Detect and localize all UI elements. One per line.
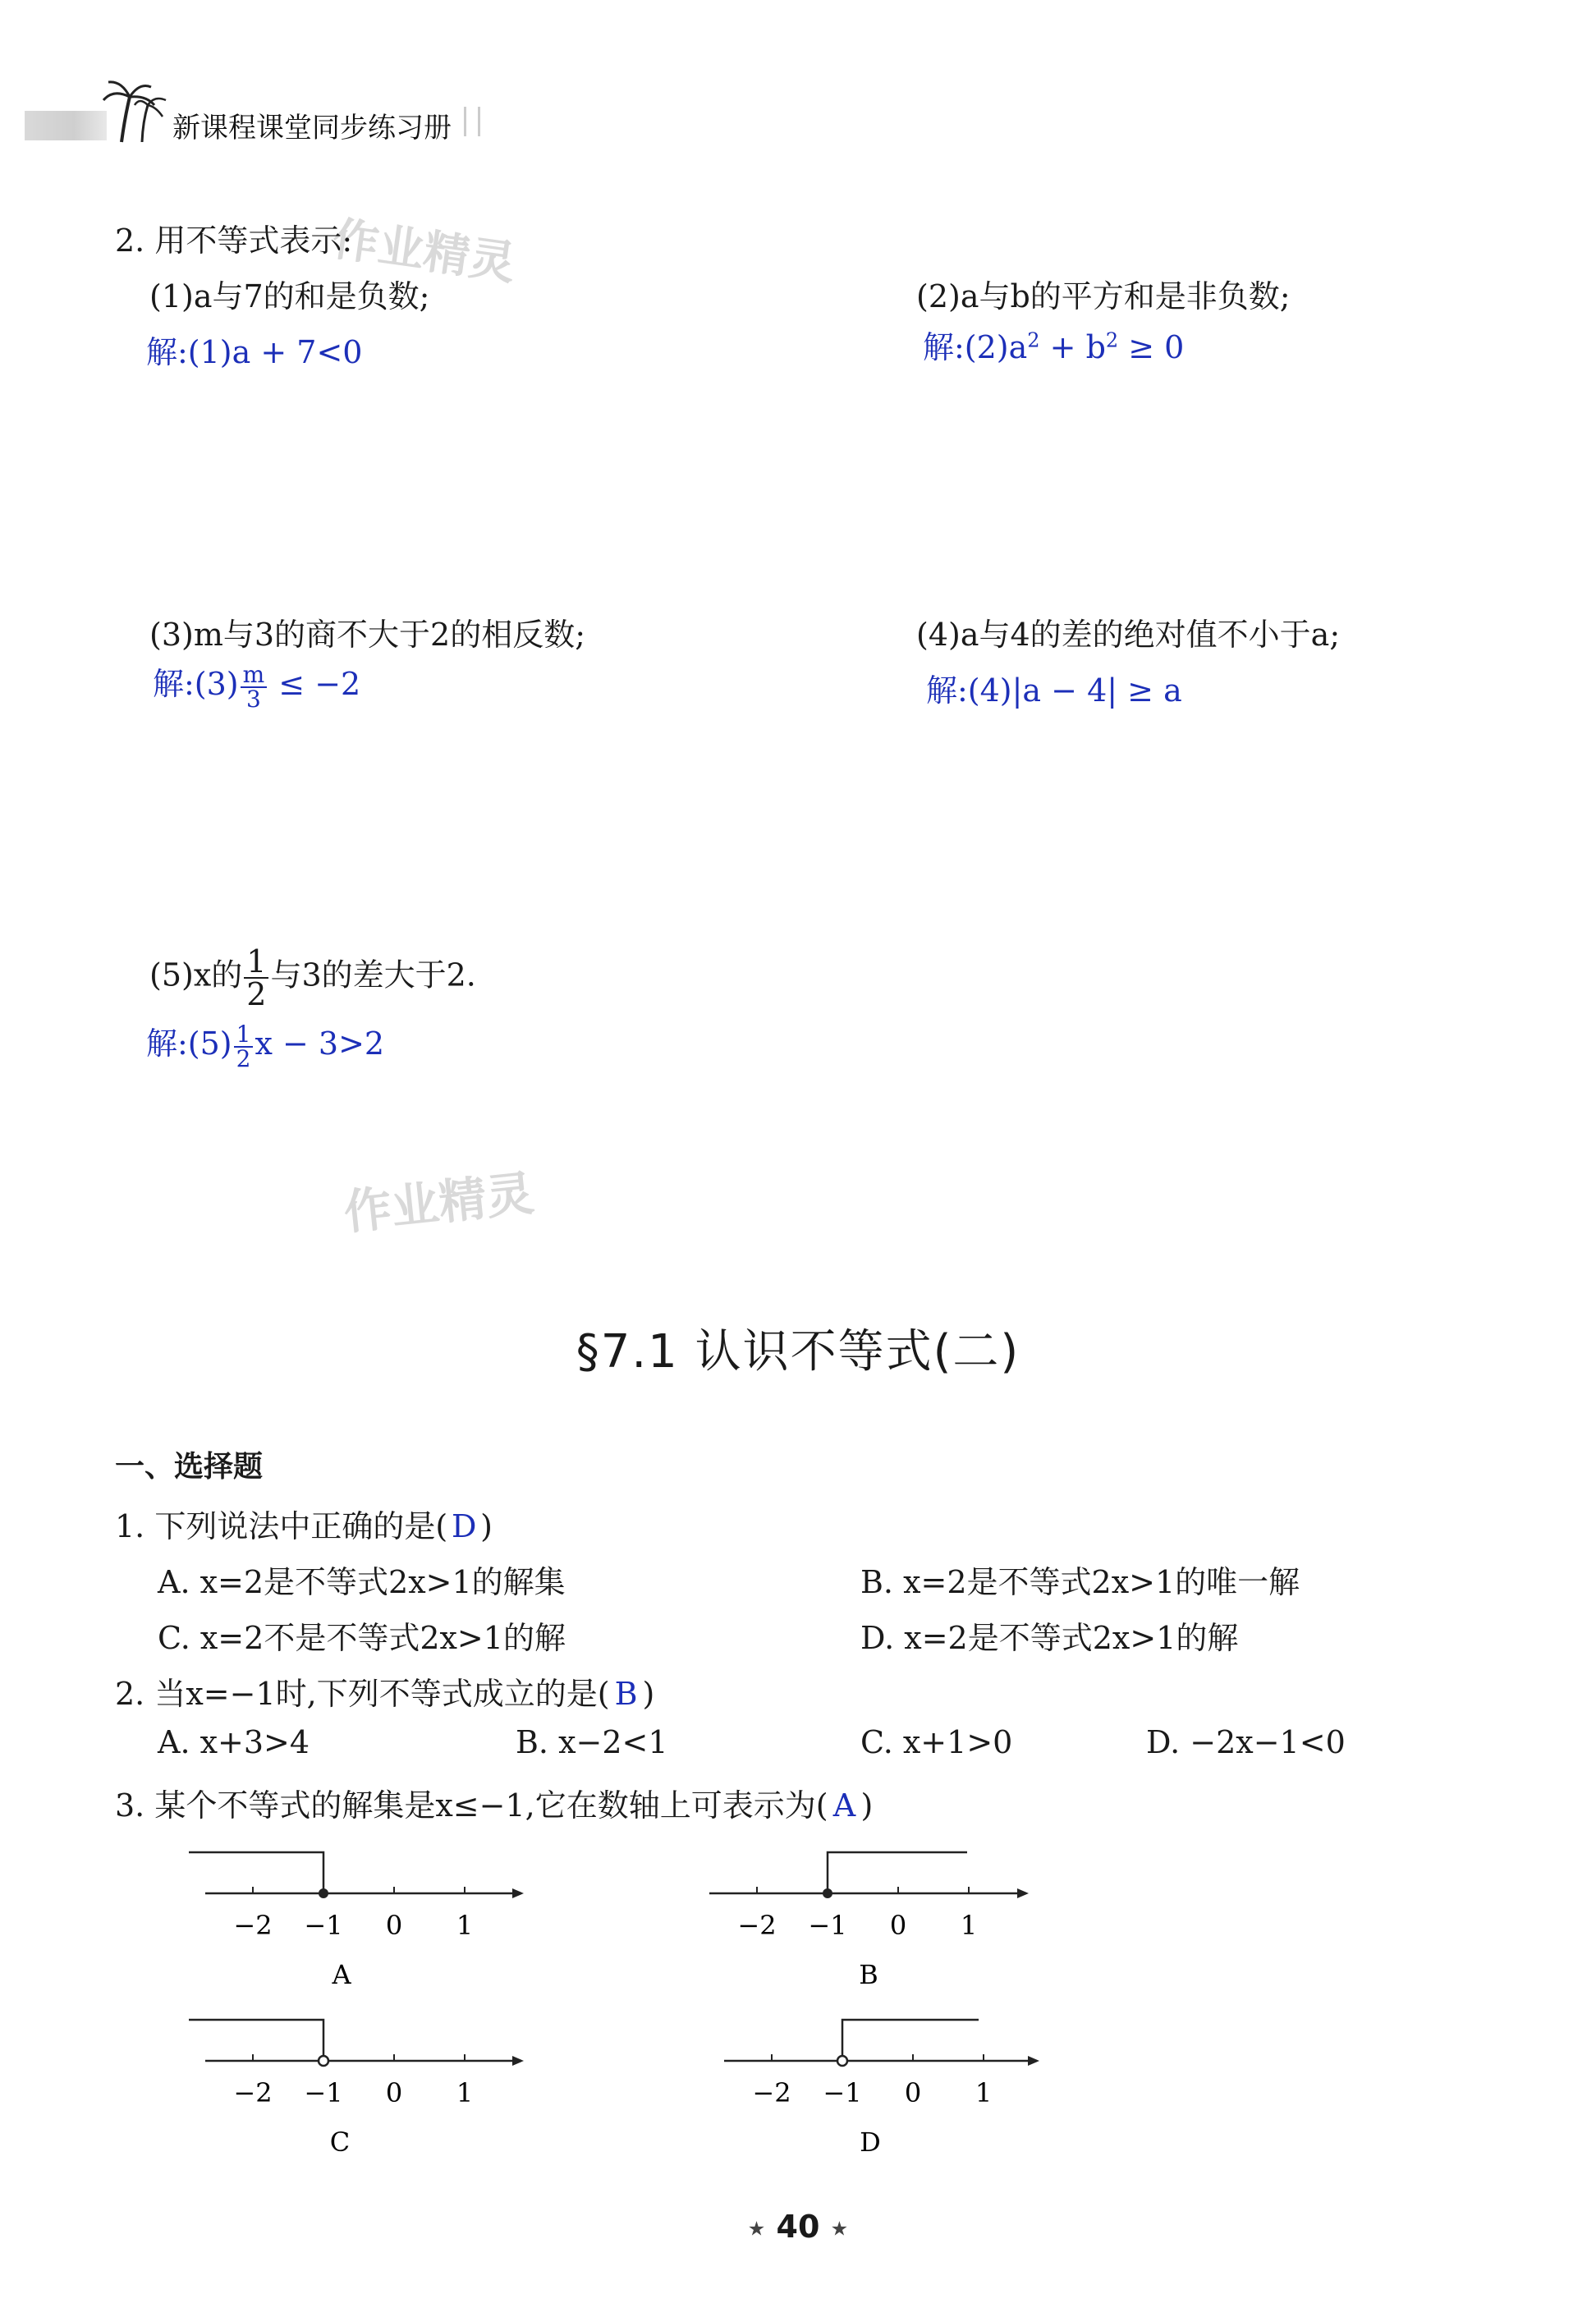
mcq-1-option-c: C. x=2不是不等式2x>1的解 <box>158 1620 566 1656</box>
svg-text:−2: −2 <box>752 2077 791 2108</box>
svg-text:1: 1 <box>456 1910 474 1941</box>
mcq-3-stem: 3. 某个不等式的解集是x≤−1,它在数轴上可表示为( A ) <box>115 1787 874 1824</box>
panel-label-c: C <box>329 2127 351 2158</box>
filled-point <box>823 1888 832 1898</box>
open-point <box>319 2056 328 2066</box>
palm-tree-icon <box>97 72 171 146</box>
q2-item-3-answer: 解:(3) $\frac{m}{3}$ ≤ −2 <box>153 660 361 713</box>
mcq-3-answer: A <box>832 1787 856 1824</box>
svg-text:0: 0 <box>385 1910 403 1941</box>
q2-item-1-answer: 解:(1)a + 7<0 <box>146 334 363 370</box>
filled-point <box>319 1888 328 1898</box>
svg-text:1: 1 <box>960 1910 978 1941</box>
q2-item-5-answer: 解:(5) $\frac{1}{2}$ x − 3>2 <box>146 1020 385 1072</box>
svg-text:−1: −1 <box>808 1910 847 1941</box>
watermark: 作业精灵 <box>328 212 519 291</box>
q2-item-4-answer: 解:(4)|a − 4| ≥ a <box>926 672 1182 709</box>
header-decoration-bar <box>25 111 107 140</box>
mcq-1-option-a: A. x=2是不等式2x>1的解集 <box>158 1564 566 1600</box>
mcq-1-option-d: D. x=2是不等式2x>1的解 <box>860 1620 1239 1656</box>
number-line-d <box>721 2007 1074 2163</box>
mcq-2-option-b: B. x−2<1 <box>516 1724 668 1760</box>
q2-item-2-prompt: (2)a与b的平方和是非负数; <box>916 278 1291 314</box>
panel-label-a: A <box>332 1959 351 1990</box>
open-point <box>837 2056 847 2066</box>
question-2-prompt: 2. 用不等式表示: <box>115 223 353 259</box>
panel-label-b: B <box>859 1959 878 1990</box>
svg-text:−1: −1 <box>823 2077 862 2108</box>
svg-text:0: 0 <box>889 1910 907 1941</box>
svg-text:−1: −1 <box>304 1910 343 1941</box>
svg-text:0: 0 <box>904 2077 922 2108</box>
q2-item-5-prompt: (5)x的 $\frac{1}{2}$ 与3的差大于2. <box>149 943 476 1012</box>
part-title: 一、选择题 <box>115 1450 264 1484</box>
mcq-1-option-b: B. x=2是不等式2x>1的唯一解 <box>860 1564 1300 1600</box>
section-title: §7.1 认识不等式(二) <box>576 1325 1020 1379</box>
mcq-2-option-d: D. −2x−1<0 <box>1146 1724 1346 1760</box>
svg-text:1: 1 <box>975 2077 993 2108</box>
watermark: 作业精灵 <box>341 1165 537 1241</box>
mcq-1-stem: 1. 下列说法中正确的是( D ) <box>115 1508 493 1544</box>
q2-item-3-prompt: (3)m与3的商不大于2的相反数; <box>149 617 586 653</box>
header-divider <box>464 107 480 136</box>
panel-label-d: D <box>860 2127 881 2158</box>
header-title: 新课程课堂同步练习册 <box>172 112 452 145</box>
mcq-2-stem: 2. 当x=−1时,下列不等式成立的是( B ) <box>115 1676 655 1712</box>
svg-text:1: 1 <box>456 2077 474 2108</box>
svg-text:−2: −2 <box>233 1910 273 1941</box>
svg-text:0: 0 <box>385 2077 403 2108</box>
number-line-b <box>706 1839 1059 1995</box>
page-number: ★ 40 ★ <box>747 2209 849 2245</box>
q2-item-2-answer: 解$:(2)a^2 + b^2 \ge 0$ <box>923 328 1185 365</box>
mcq-2-option-c: C. x+1>0 <box>860 1724 1013 1760</box>
mcq-1-answer: D <box>451 1508 477 1544</box>
svg-text:−2: −2 <box>737 1910 777 1941</box>
number-line-a <box>189 1839 542 1995</box>
q2-item-1-prompt: (1)a与7的和是负数; <box>149 278 430 314</box>
mcq-2-option-a: A. x+3>4 <box>158 1724 310 1760</box>
mcq-2-answer: B <box>614 1676 638 1712</box>
number-line-c <box>189 2007 542 2163</box>
svg-text:−2: −2 <box>233 2077 273 2108</box>
svg-text:−1: −1 <box>304 2077 343 2108</box>
q2-item-4-prompt: (4)a与4的差的绝对值不小于a; <box>916 617 1341 653</box>
